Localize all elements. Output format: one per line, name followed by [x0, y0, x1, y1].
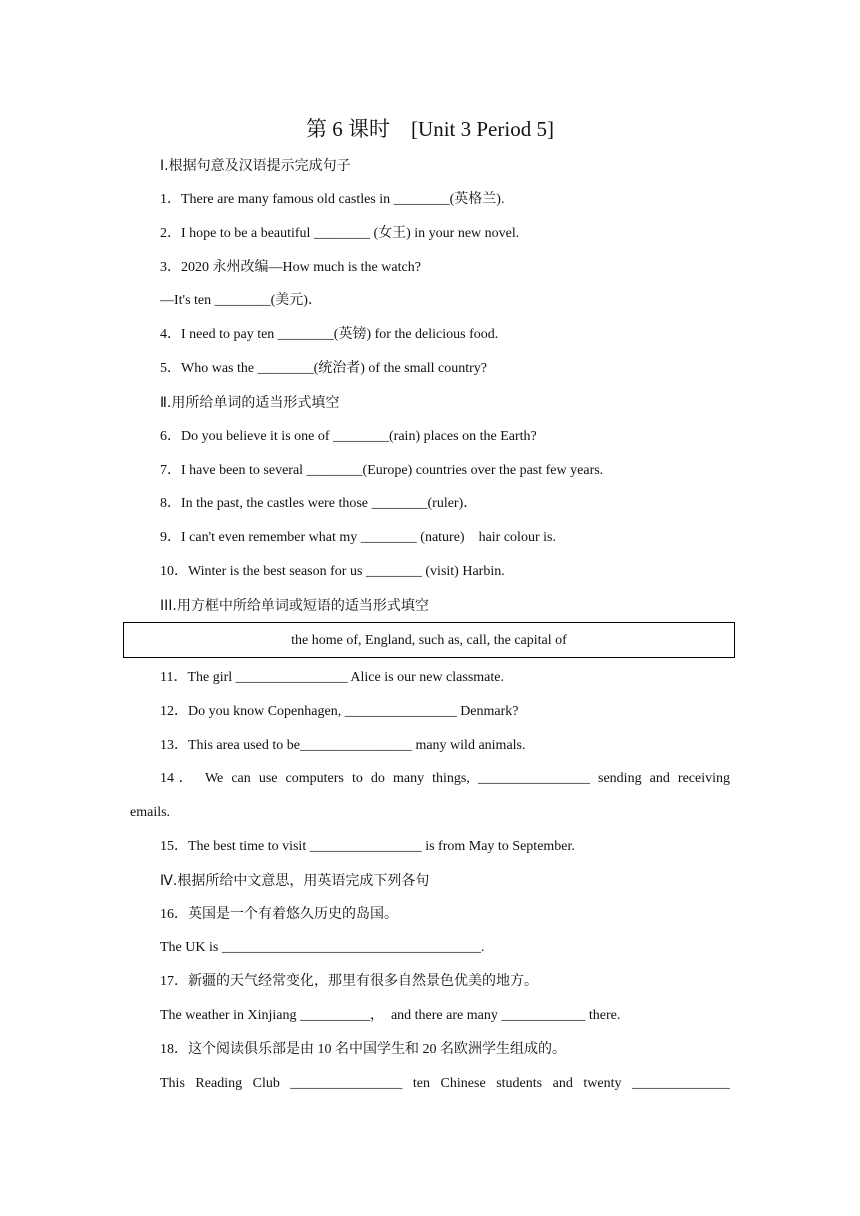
question-17: 17．新疆的天气经常变化，那里有很多自然景色优美的地方。 [160, 974, 538, 989]
question-11: 11．The girl ________________ Alice is our new classmate. [160, 670, 504, 685]
section-heading-1: Ⅰ.根据句意及汉语提示完成句子 [160, 158, 351, 174]
section-heading-4: Ⅳ.根据所给中文意思，用英语完成下列各句 [160, 873, 430, 889]
question-14: 14． We can use computers to do many things, ________________ sending and receiving [160, 771, 730, 786]
question-6: 6．Do you believe it is one of ________(rain) places on the Earth? [160, 429, 537, 444]
section-heading-2: Ⅱ.用所给单词的适当形式填空 [160, 395, 340, 411]
question-10: 10．Winter is the best season for us ________ (visit) Harbin. [160, 564, 505, 579]
question-3: 3．2020 永州改编—How much is the watch? [160, 260, 421, 275]
question-5: 5．Who was the ________(统治者) of the small country? [160, 361, 487, 376]
question-18-answer-line: This Reading Club ________________ ten Chinese students and twenty ______________ [160, 1076, 730, 1091]
question-4: 4．I need to pay ten ________(英镑) for the delicious food. [160, 327, 499, 342]
question-12: 12．Do you know Copenhagen, ________________ Denmark? [160, 704, 519, 719]
question-9: 9．I can't even remember what my ________ (nature) hair colour is. [160, 530, 556, 545]
question-14-continuation: emails. [130, 805, 171, 820]
section-heading-3: III.用方框中所给单词或短语的适当形式填空 [160, 598, 429, 614]
question-7: 7．I have been to several ________(Europe) countries over the past few years. [160, 463, 604, 478]
page-title: 第 6 课时 [Unit 3 Period 5] [306, 117, 554, 141]
question-2: 2．I hope to be a beautiful ________ (女王) in your new novel. [160, 226, 520, 241]
question-8: 8．In the past, the castles were those ________(ruler)． [160, 496, 478, 511]
question-16-answer-line: The UK is _____________________________________. [160, 940, 485, 955]
question-17-answer-line: The weather in Xinjiang __________， and there are many ____________ there. [160, 1008, 621, 1023]
question-1: 1．There are many famous old castles in ________(英格兰). [160, 192, 505, 207]
question-3-answer-line: —It's ten ________(美元)． [160, 293, 322, 308]
question-16: 16．英国是一个有着悠久历史的岛国。 [160, 907, 398, 922]
question-18: 18．这个阅读俱乐部是由 10 名中国学生和 20 名欧洲学生组成的。 [160, 1042, 566, 1057]
question-15: 15．The best time to visit ________________ is from May to September. [160, 839, 575, 854]
word-box: the home of, England, such as, call, the capital of [123, 622, 735, 658]
question-13: 13．This area used to be________________ many wild animals. [160, 738, 526, 753]
